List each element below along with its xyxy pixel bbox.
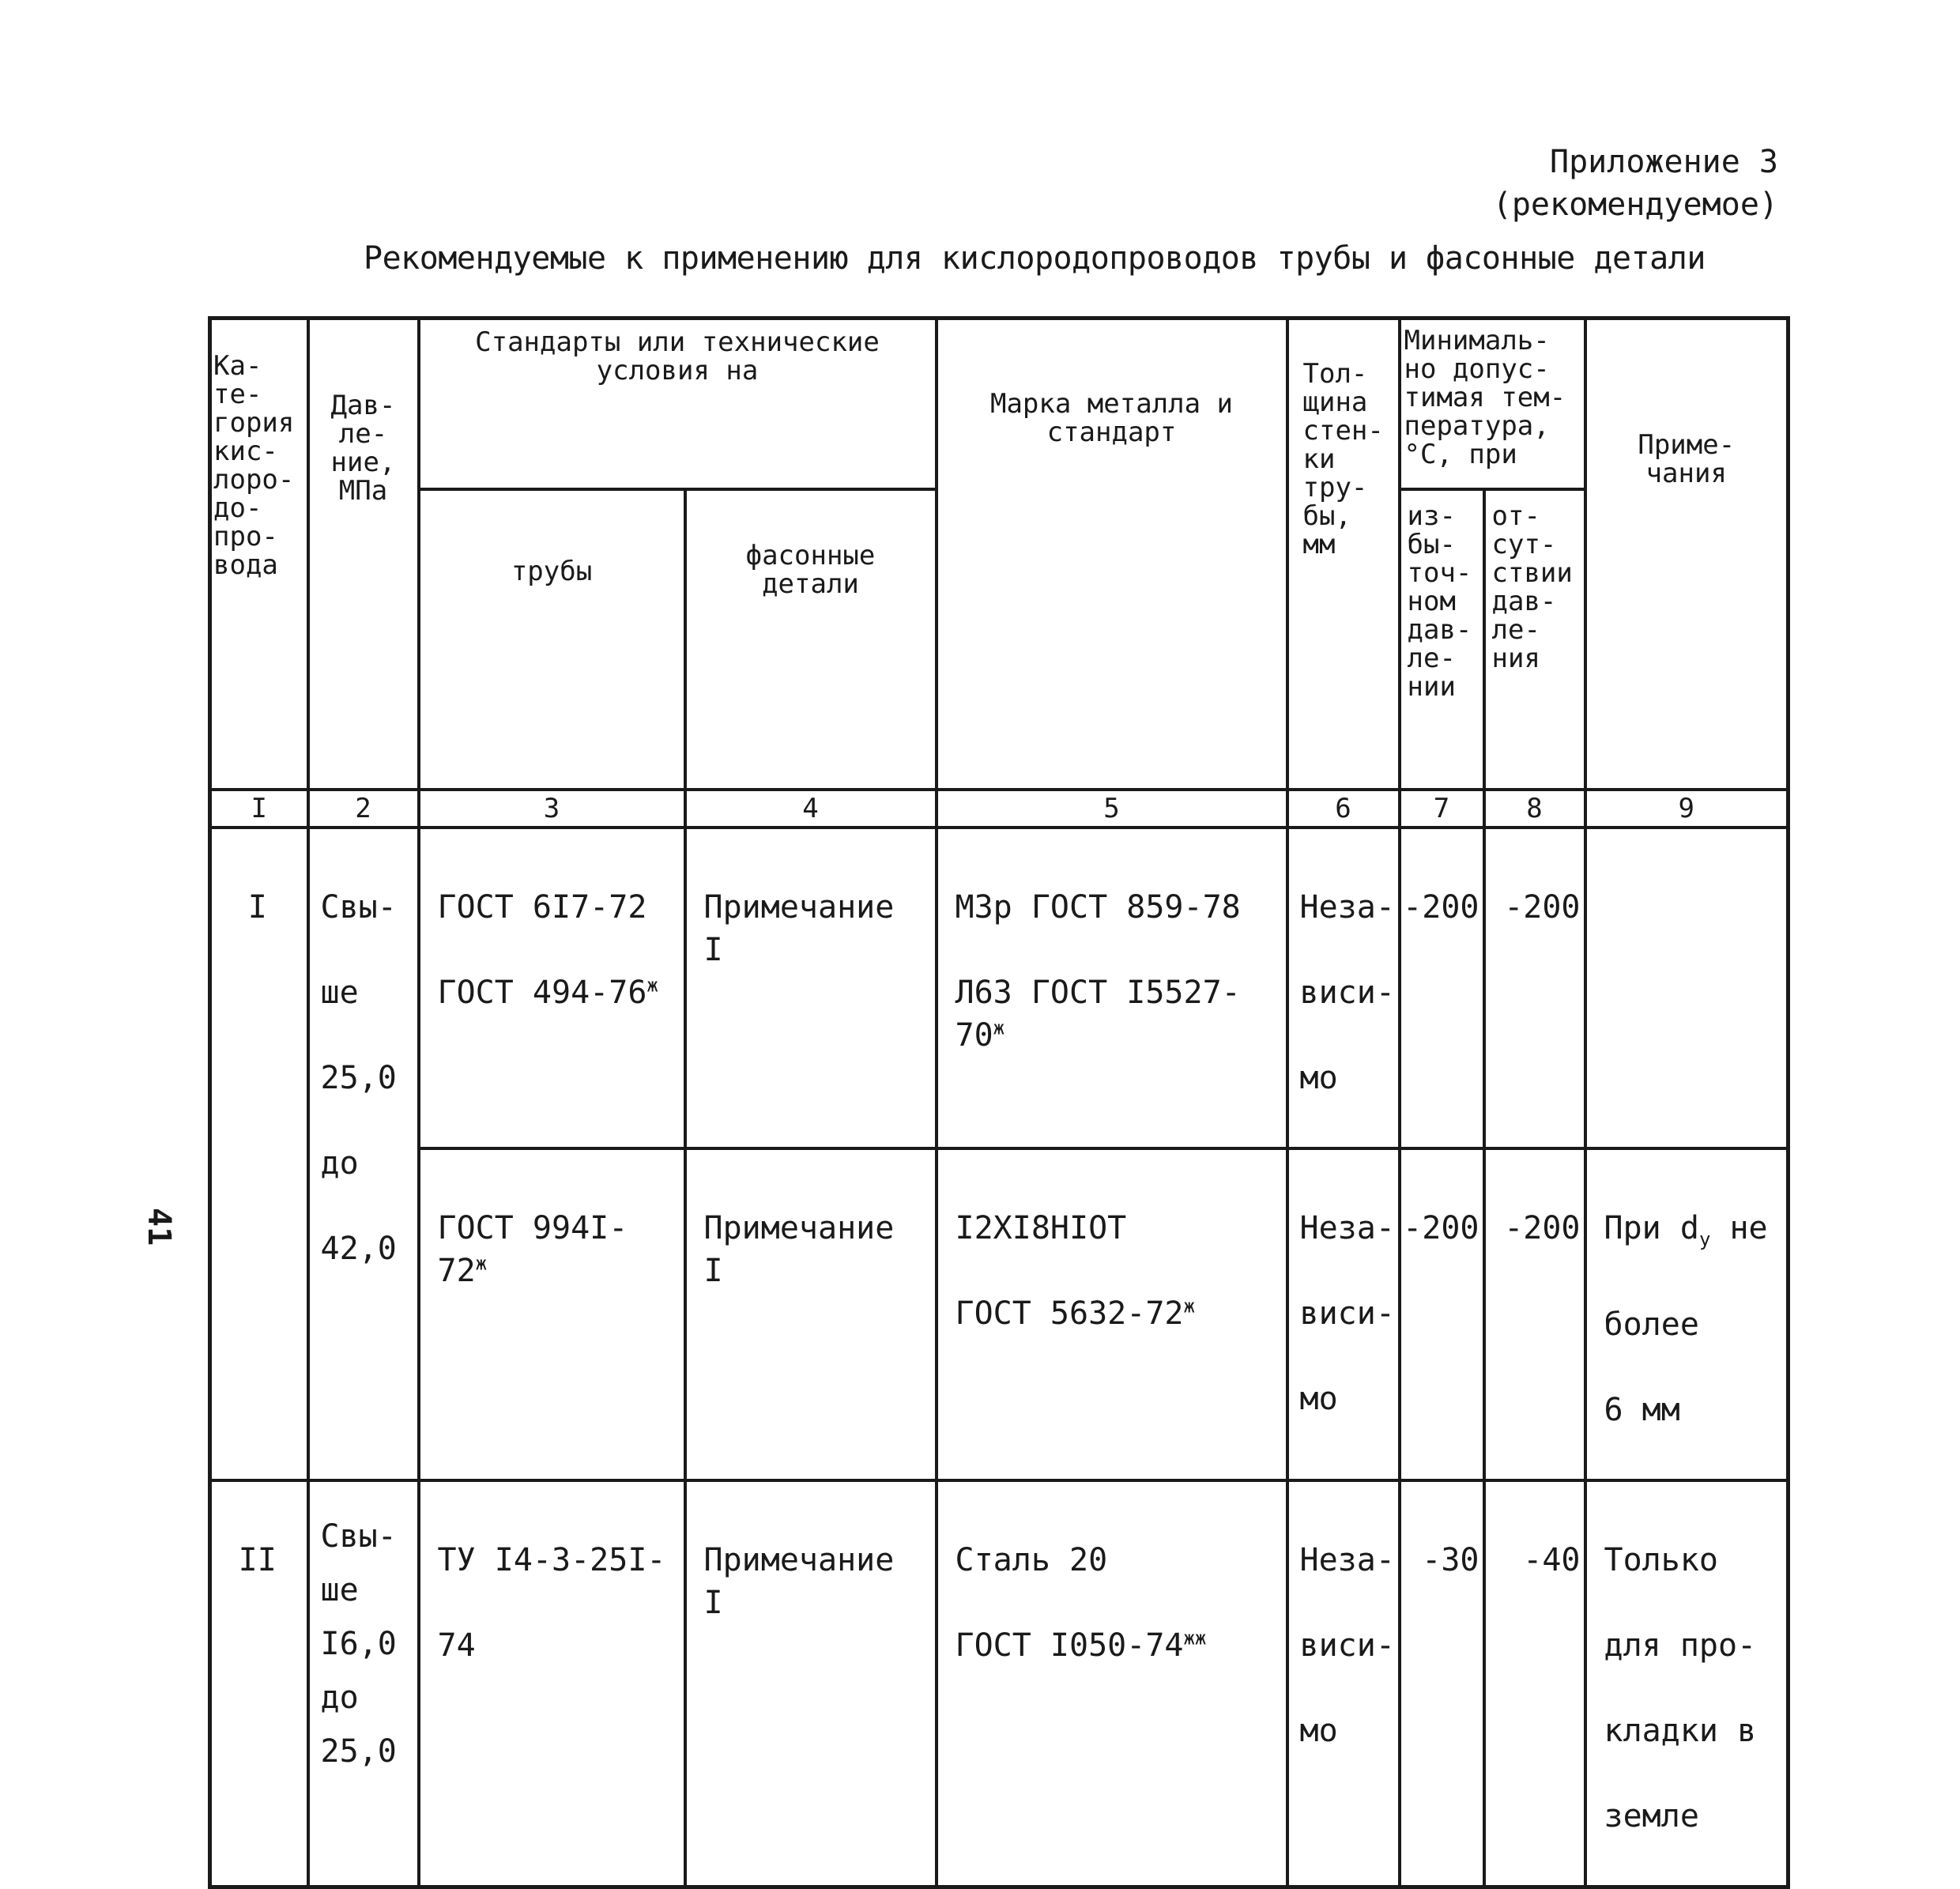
pipes-cell: ГОСТ $994I-72^ж$: [419, 1148, 685, 1480]
notes-cell: Только для про- кладки в земле: [1585, 1480, 1788, 1887]
fittings-cell: Примечание I: [685, 1148, 937, 1480]
fittings-cell: Примечание I: [685, 828, 937, 1148]
column-number: I: [210, 790, 308, 828]
thickness-cell: Неза- виси- мо: [1287, 1480, 1400, 1887]
category-cell: II: [210, 1480, 308, 1887]
column-number: 5: [937, 790, 1287, 828]
header-overpressure: из- бы- точ- ном дав- ле- нии: [1400, 489, 1484, 790]
temp-overpressure-cell: -200: [1400, 1148, 1484, 1480]
temp-no-pressure-cell: -200: [1484, 1148, 1585, 1480]
category-cell: I: [210, 828, 308, 1480]
table-row: [210, 1480, 1788, 1887]
header-pressure: Дав- ле- ние, МПа: [308, 319, 419, 790]
column-number: 8: [1484, 790, 1585, 828]
header-pipes: трубы: [419, 489, 685, 790]
column-number: 4: [685, 790, 937, 828]
fittings-cell: Примечание I: [685, 1480, 937, 1887]
header-thickness: Тол- щина стен- ки тру- бы, мм: [1287, 319, 1400, 790]
appendix-status: (рекомендуемое): [1492, 187, 1778, 223]
thickness-cell: Неза- виси- мо: [1287, 828, 1400, 1148]
column-number: 2: [308, 790, 419, 828]
header-fittings: фасонные детали: [685, 489, 937, 790]
grade-cell: Сталь 20 ГОСТ $I050-74^{жж}$: [937, 1480, 1287, 1887]
header-no-pressure: от- сут- ствии дав- ле- ния: [1484, 489, 1585, 790]
temp-overpressure-cell: -30: [1400, 1480, 1484, 1887]
column-numbers-row: [210, 790, 1788, 828]
header-min-temp: Минималь- но допус- тимая тем- пература, °С, при: [1400, 319, 1585, 490]
notes-cell: [1585, 828, 1788, 1148]
table-row: [210, 1148, 1788, 1480]
temp-overpressure-cell: -200: [1400, 828, 1484, 1148]
notes-cell: При $d_у$ не более 6 мм: [1585, 1148, 1788, 1480]
header-category: Ка- те- гория кис- лоро- до- про- вода: [210, 319, 308, 790]
thickness-cell: Неза- виси- мо: [1287, 1148, 1400, 1480]
pipes-cell: ГОСТ 6I7-72 ГОСТ $494-76^ж$: [419, 828, 685, 1148]
header-notes: Приме- чания: [1585, 319, 1788, 790]
temp-no-pressure-cell: -40: [1484, 1480, 1585, 1887]
pressure-cell: Свы- ше I6,0 до 25,0: [308, 1480, 419, 1887]
column-number: 9: [1585, 790, 1788, 828]
header-grade: Марка металла и стандарт: [937, 319, 1287, 790]
column-number: 6: [1287, 790, 1400, 828]
table-title: Рекомендуемые к применению для кислородопроводов трубы и фасонные детали: [364, 240, 1706, 277]
temp-no-pressure-cell: -200: [1484, 828, 1585, 1148]
pipes-table: [208, 316, 1790, 1889]
pipes-cell: ТУ I4-3-25I- 74: [419, 1480, 685, 1887]
appendix-label: [1493, 141, 1778, 226]
pressure-cell: Свы- ше 25,0 до 42,0: [308, 828, 419, 1480]
page-number: 41: [141, 1208, 177, 1246]
column-number: 7: [1400, 790, 1484, 828]
grade-cell: МЗр ГОСТ 859-78 Л63 ГОСТ $I5527-70^ж$: [937, 828, 1287, 1148]
header-standards: Стандарты или технические условия на: [419, 319, 937, 490]
grade-cell: I2XI8HIOT ГОСТ $5632-72^ж$: [937, 1148, 1287, 1480]
table-row: [210, 828, 1788, 1148]
column-number: 3: [419, 790, 685, 828]
appendix-number: Приложение 3: [1550, 144, 1778, 180]
